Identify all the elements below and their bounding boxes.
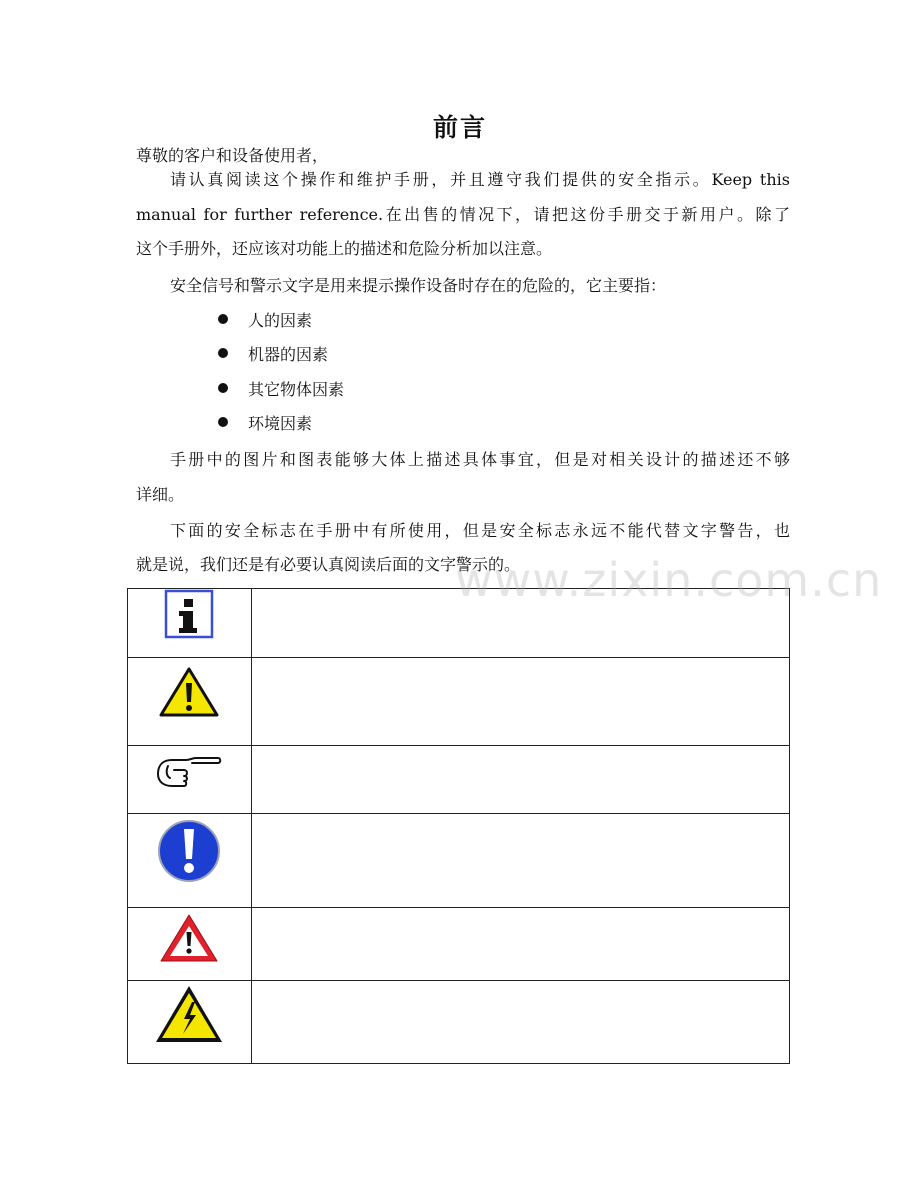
mandatory-exclamation-icon — [157, 819, 221, 883]
watermark: www.zixin.com.cn — [455, 553, 883, 607]
sign-icon-cell — [128, 814, 252, 908]
paragraph-1-line-3: 这个手册外，还应该对功能上的描述和危险分析加以注意。 — [136, 239, 553, 258]
bullet-dot — [218, 348, 228, 358]
table-row — [128, 981, 790, 1064]
paragraph-2: 安全信号和警示文字是用来提示操作设备时存在的危险的，它主要指： — [170, 276, 667, 295]
pointing-hand-icon — [154, 754, 224, 790]
paragraph-3-line-1: 手册中的图片和图表能够大体上描述具体事宜，但是对相关设计的描述还不够 — [170, 450, 790, 469]
table-row — [128, 814, 790, 908]
sign-description-cell — [251, 981, 789, 1064]
list-item — [218, 380, 344, 400]
paragraph-1-line-1: 请认真阅读这个操作和维护手册，并且遵守我们提供的安全指示。Keep this — [170, 170, 790, 189]
greeting-text: 尊敬的客户和设备使用者， — [136, 146, 329, 165]
list-item-label: 机器的因素 — [248, 345, 329, 364]
list-item — [218, 311, 312, 331]
table-row — [128, 746, 790, 814]
list-item — [218, 414, 312, 434]
safety-signs-table — [127, 588, 790, 1064]
paragraph-1-line-2: manual for further reference.在出售的情况下，请把这份手册交于新用户。除了 — [136, 205, 790, 224]
bullet-dot — [218, 417, 228, 427]
bullet-dot — [218, 383, 228, 393]
sign-description-cell — [251, 658, 789, 746]
list-item-label: 人的因素 — [248, 311, 313, 330]
sign-icon-cell — [128, 908, 252, 981]
warning-triangle-icon — [158, 666, 220, 718]
info-icon — [164, 589, 214, 641]
sign-icon-cell — [128, 658, 252, 746]
table-row — [128, 908, 790, 981]
sign-icon-cell — [128, 981, 252, 1064]
bullet-dot — [218, 314, 228, 324]
sign-icon-cell — [128, 589, 252, 658]
danger-red-triangle-icon — [158, 912, 220, 964]
page-title: 前言 — [432, 113, 487, 142]
list-item-label: 环境因素 — [248, 414, 313, 433]
paragraph-3-line-2: 详细。 — [136, 485, 185, 504]
electrical-hazard-icon — [153, 983, 225, 1045]
paragraph-4-line-1: 下面的安全标志在手册中有所使用，但是安全标志永远不能代替文字警告，也 — [170, 521, 790, 540]
sign-description-cell — [251, 746, 789, 814]
sign-icon-cell — [128, 746, 252, 814]
paragraph-4-line-2: 就是说，我们还是有必要认真阅读后面的文字警示的。 — [136, 555, 521, 574]
list-item-label: 其它物体因素 — [248, 380, 345, 399]
table-row — [128, 658, 790, 746]
sign-description-cell — [251, 814, 789, 908]
sign-description-cell — [251, 908, 789, 981]
list-item — [218, 345, 328, 365]
